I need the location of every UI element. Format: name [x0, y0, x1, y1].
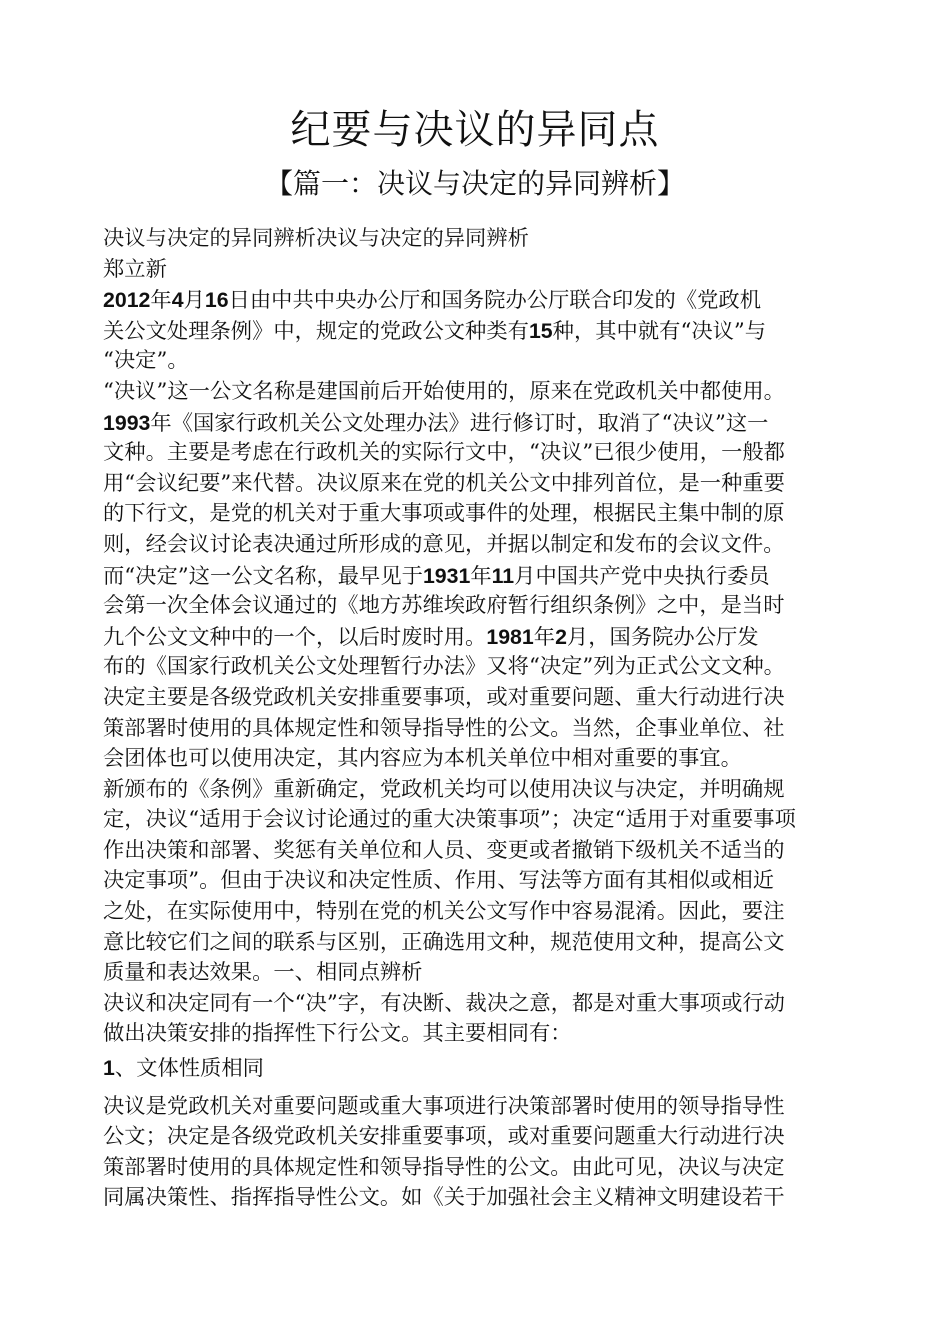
body-line: 的下行文，是党的机关对于重大事项或事件的处理，根据民主集中制的原: [103, 501, 785, 527]
body-line: 用“会议纪要”来代替。决议原来在党的机关公文中排列首位，是一种重要: [103, 470, 785, 496]
body-line: 1993年《国家行政机关公文处理办法》进行修订时，取消了“决议”这一: [103, 410, 769, 436]
body-line: 则，经会议讨论表决通过所形成的意见，并据以制定和发布的会议文件。: [103, 531, 785, 557]
body-line: 公文；决定是各级党政机关安排重要事项，或对重要问题重大行动进行决: [103, 1124, 785, 1150]
body-line: 质量和表达效果。一、相同点辨析: [103, 960, 423, 986]
author-line: 郑立新: [103, 256, 167, 282]
body-line: 决议与决定的异同辨析决议与决定的异同辨析: [103, 226, 529, 251]
body-line: 布的《国家行政机关公文处理暂行办法》又将“决定”列为正式公文文种。: [103, 654, 785, 680]
body-line: 九个公文文种中的一个，以后时废时用。1981年2月，国务院办公厅发: [103, 624, 759, 650]
body-line: 关公文处理条例》中，规定的党政公文种类有15种，其中就有“决议”与: [103, 318, 767, 344]
body-line: 新颁布的《条例》重新确定，党政机关均可以使用决议与决定，并明确规: [103, 776, 785, 802]
body-line: 会团体也可以使用决定，其内容应为本机关单位中相对重要的事宜。: [103, 746, 742, 772]
body-line: 同属决策性、指挥指导性公文。如《关于加强社会主义精神文明建设若干: [103, 1185, 785, 1211]
body-line: 决议和决定同有一个“决”字，有决断、裁决之意，都是对重大事项或行动: [103, 990, 785, 1016]
body-line: 文种。主要是考虑在行政机关的实际行文中，“决议”已很少使用，一般都: [103, 440, 785, 466]
body-line: 做出决策安排的指挥性下行公文。其主要相同有：: [103, 1021, 572, 1047]
document-body: [103, 224, 853, 1214]
body-line: 会第一次全体会议通过的《地方苏维埃政府暂行组织条例》之中，是当时: [103, 593, 785, 619]
body-line: 作出决策和部署、奖惩有关单位和人员、变更或者撤销下级机关不适当的: [103, 837, 785, 863]
body-line: 决定主要是各级党政机关安排重要事项，或对重要问题、重大行动进行决: [103, 684, 785, 710]
document-subtitle: 【篇一：决议与决定的异同辨析】: [264, 167, 685, 200]
body-line: 2012年4月16日由中共中央办公厅和国务院办公厅联合印发的《党政机: [103, 288, 762, 314]
body-line: 意比较它们之间的联系与区别，正确选用文种，规范使用文种，提高公文: [103, 929, 785, 955]
body-line: 决议是党政机关对重要问题或重大事项进行决策部署时使用的领导指导性: [103, 1093, 785, 1119]
body-line: 定，决议“适用于会议讨论通过的重大决策事项”；决定“适用于对重要事项: [103, 807, 796, 833]
body-line: 策部署时使用的具体规定性和领导指导性的公文。由此可见，决议与决定: [103, 1154, 785, 1180]
body-line: 策部署时使用的具体规定性和领导指导性的公文。当然，企事业单位、社: [103, 715, 785, 741]
body-line: 之处，在实际使用中，特别在党的机关公文写作中容易混淆。因此，要注: [103, 899, 785, 925]
section-heading: 1、文体性质相同: [103, 1056, 264, 1082]
body-line: 决定事项”。但由于决议和决定性质、作用、写法等方面有其相似或相近: [103, 868, 775, 894]
body-line: “决议”这一公文名称是建国前后开始使用的，原来在党政机关中都使用。: [103, 378, 785, 404]
document-title: 纪要与决议的异同点: [290, 107, 660, 153]
body-line: 而“决定”这一公文名称，最早见于1931年11月中国共产党中央执行委员: [103, 563, 770, 589]
body-line: “决定”。: [103, 348, 189, 374]
